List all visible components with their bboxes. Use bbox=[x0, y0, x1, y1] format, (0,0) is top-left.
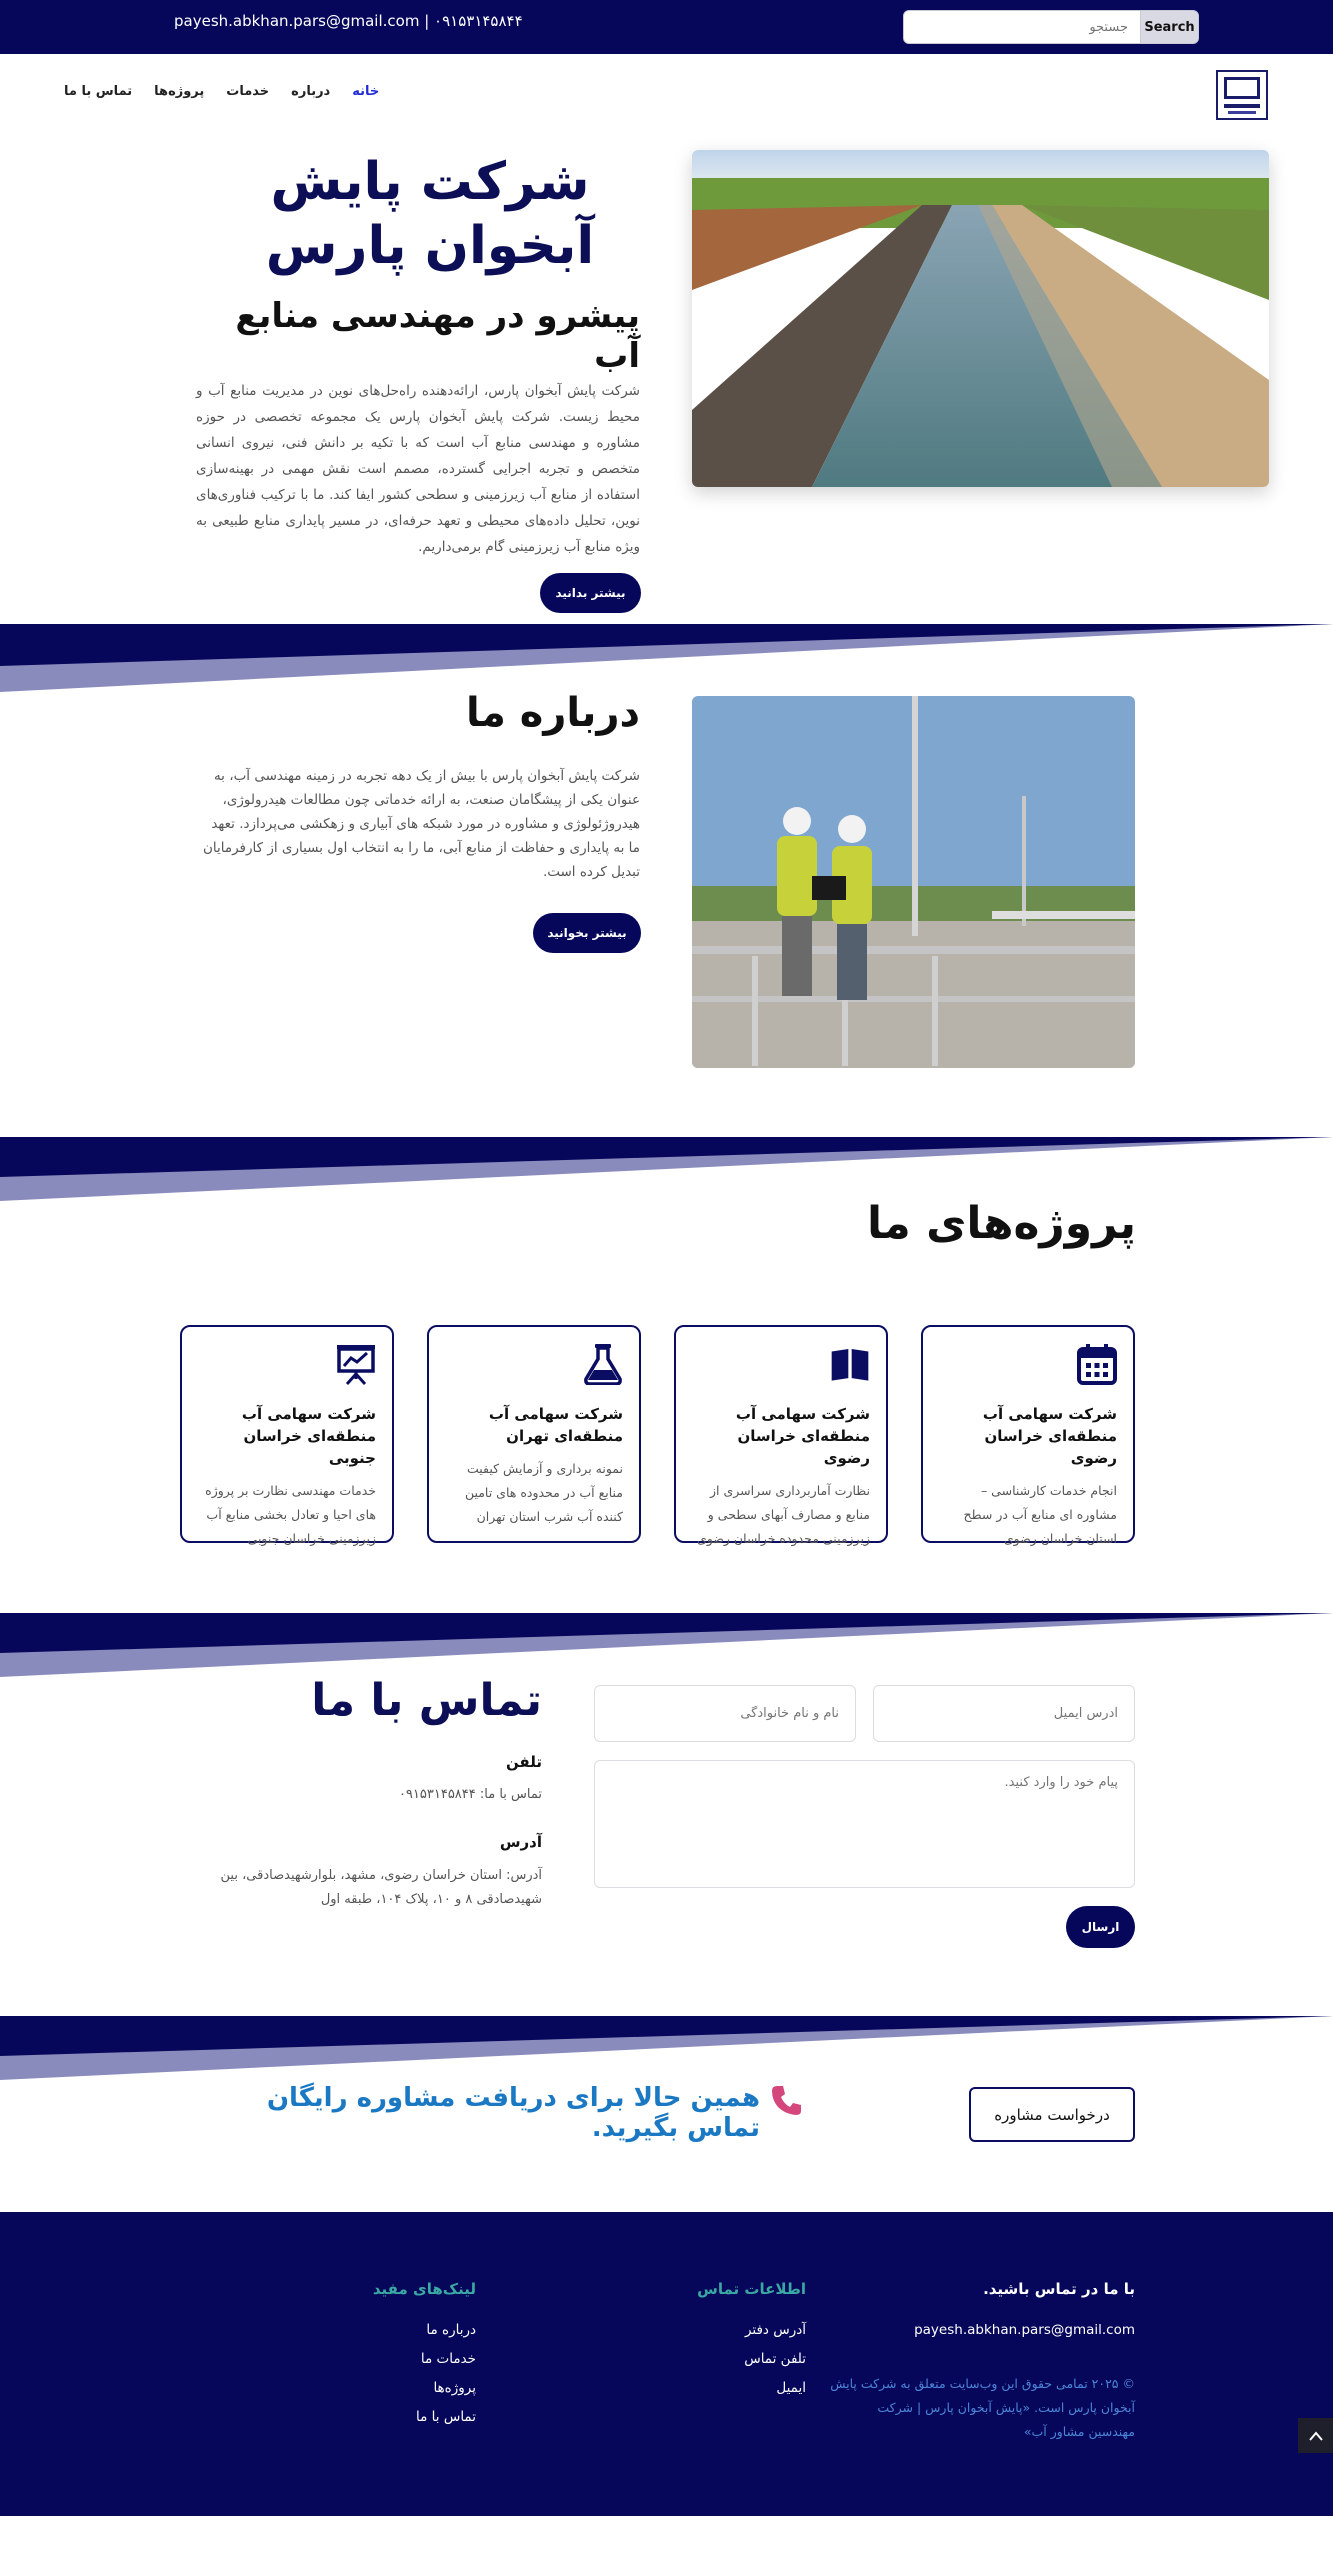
about-title: درباره ما bbox=[466, 690, 640, 736]
footer-link-email[interactable]: ایمیل bbox=[776, 2380, 806, 2396]
project-card-description: انجام خدمات کارشناسی – مشاوره ای منابع آب در سطح استان خراسان رضوی bbox=[963, 1483, 1117, 1546]
hero-subtitle: پیشرو در مهندسی منابع آب bbox=[235, 296, 640, 376]
section-divider bbox=[0, 2016, 1333, 2086]
read-more-button[interactable]: بیشتر بخوانید bbox=[533, 913, 641, 953]
cta-text: همین حالا برای دریافت مشاوره رایگان تماس بگیرید. bbox=[266, 2083, 760, 2143]
phone-icon bbox=[770, 2083, 804, 2117]
projects-title: پروژه‌های ما bbox=[867, 1198, 1136, 1249]
name-field[interactable] bbox=[594, 1685, 856, 1742]
project-card[interactable] bbox=[180, 1325, 394, 1546]
project-card-description: خدمات مهندسی نظارت بر پروژه های احیا و تعادل بخشی منابع آب زیرزمینی خراسان جنوبی bbox=[205, 1483, 376, 1546]
nav-item-services[interactable]: خدمات bbox=[226, 84, 270, 99]
footer-link-phone[interactable]: تلفن تماس bbox=[744, 2351, 806, 2367]
search-button[interactable]: Search bbox=[1140, 10, 1199, 44]
book-icon bbox=[830, 1343, 870, 1385]
nav-item-about[interactable]: درباره bbox=[291, 84, 331, 99]
engineers-at-water-plant-photo bbox=[692, 696, 1135, 1068]
footer-link-office-address[interactable]: آدرس دفتر bbox=[744, 2322, 806, 2338]
hero-title: شرکت پایش آبخوان پارس bbox=[265, 152, 595, 276]
contact-title: تماس با ما bbox=[311, 1675, 542, 1726]
footer-useful-links-heading: لینک‌های مفید bbox=[372, 2280, 476, 2298]
project-card[interactable] bbox=[674, 1325, 888, 1546]
phone-label: تلفن bbox=[505, 1753, 542, 1771]
address-value: آدرس: استان خراسان رضوی، مشهد، بلوارشهیدصادقی، بین شهیدصادقی ۸ و ۱۰، پلاک ۱۰۴، طبقه اول bbox=[220, 1868, 542, 1907]
company-logo[interactable] bbox=[1216, 70, 1268, 120]
chevron-up-icon bbox=[1309, 2431, 1323, 2441]
footer-contact-heading: با ما در تماس باشید. bbox=[983, 2280, 1135, 2298]
footer-email[interactable]: payesh.abkhan.pars@gmail.com bbox=[914, 2322, 1135, 2338]
nav-item-contact[interactable]: تماس با ما bbox=[64, 84, 133, 99]
message-field[interactable] bbox=[594, 1760, 1135, 1888]
footer-link-projects[interactable]: پروژه‌ها bbox=[433, 2380, 476, 2396]
request-consultation-button[interactable]: درخواست مشاوره bbox=[969, 2087, 1135, 2142]
project-card-description: نمونه برداری و آزمایش کیفیت منابع آب در محدوده های تامین کننده آب شرب استان تهران bbox=[464, 1461, 623, 1524]
flask-icon bbox=[583, 1343, 623, 1385]
top-contact-info: payesh.abkhan.pars@gmail.com | ۰۹۱۵۳۱۴۵۸۴۴ bbox=[174, 12, 523, 30]
section-divider bbox=[0, 1137, 1333, 1207]
nav-item-projects[interactable]: پروژه‌ها bbox=[154, 84, 205, 99]
project-card[interactable] bbox=[921, 1325, 1135, 1546]
footer-link-about[interactable]: درباره ما bbox=[426, 2322, 476, 2338]
email-field[interactable] bbox=[873, 1685, 1135, 1742]
footer-link-contact[interactable]: تماس با ما bbox=[416, 2409, 476, 2425]
search-input[interactable] bbox=[903, 10, 1141, 44]
main-nav bbox=[64, 84, 379, 99]
nav-item-home[interactable]: خانه bbox=[352, 84, 380, 99]
calendar-icon bbox=[1077, 1343, 1117, 1385]
section-divider bbox=[0, 1613, 1333, 1683]
project-card-title: شرکت سهامی آب منطقه‌ای خراسان رضوی bbox=[735, 1405, 870, 1467]
footer-copyright: © ۲۰۲۵ تمامی حقوق این وب‌سایت متعلق به شرکت پایش آبخوان پارس است. «پایش آبخوان پارس | شرکت مهندسین مشاور آب» bbox=[830, 2376, 1135, 2439]
section-divider bbox=[0, 624, 1333, 694]
project-card-title: شرکت سهامی آب منطقه‌ای تهران bbox=[488, 1405, 623, 1445]
footer-contact-info-heading: اطلاعات تماس bbox=[697, 2280, 806, 2298]
project-card[interactable] bbox=[427, 1325, 641, 1543]
phone-value: تماس با ما: ۰۹۱۵۳۱۴۵۸۴۴ bbox=[398, 1787, 542, 1802]
irrigation-canal-photo bbox=[692, 150, 1269, 487]
about-paragraph: شرکت پایش آبخوان پارس با بیش از یک دهه تجربه در زمینه مهندسی آب، به عنوان یکی از پیشگامان صنعت، به ارائه خدماتی چون مطالعات هیدرولوژی، هیدروژئولوژی و مشاوره در مورد شبکه های آبیاری و زهکشی می‌پردازد. تعهد ما به پایداری و حفاظت از منابع آبی، ما را به انتخاب اول بسیاری از کارفرمایان تبدیل کرده است. bbox=[202, 768, 640, 880]
project-card-title: شرکت سهامی آب منطقه‌ای خراسان رضوی bbox=[982, 1405, 1117, 1467]
project-card-description: نظارت آماربرداری سراسری از منابع و مصارف آبهای سطحی و زیرزمینی محدوده خراسان رضوی bbox=[697, 1483, 870, 1546]
scroll-to-top-button[interactable] bbox=[1298, 2418, 1333, 2453]
send-button[interactable]: ارسال bbox=[1066, 1906, 1135, 1948]
footer-link-services[interactable]: خدمات ما bbox=[420, 2351, 476, 2367]
presentation-chart-icon bbox=[336, 1343, 376, 1385]
hero-paragraph: شرکت پایش آبخوان پارس، ارائه‌دهنده راه‌حل‌های نوین در مدیریت منابع آب و محیط زیست. شرکت پایش آبخوان پارس یک مجموعه تخصصی در حوزه مشاوره و مهندسی منابع آب است که با تکیه بر دانش فنی، نیروی انسانی متخصص و تجربه اجرایی گسترده، مصمم است نقش مهمی در بهینه‌سازی استفاده از منابع آب زیرزمینی و سطحی کشور ایفا کند. ما با ترکیب فناوری‌های نوین، تحلیل داده‌های محیطی و تعهد حرفه‌ای، در مسیر پایداری منابع طبیعی به ویژه منابع آب زیرزمینی گام برمی‌داریم. bbox=[196, 383, 640, 555]
project-card-title: شرکت سهامی آب منطقه‌ای خراسان جنوبی bbox=[241, 1405, 376, 1467]
learn-more-button[interactable]: بیشتر بدانید bbox=[540, 573, 641, 613]
address-label: آدرس bbox=[499, 1833, 542, 1851]
